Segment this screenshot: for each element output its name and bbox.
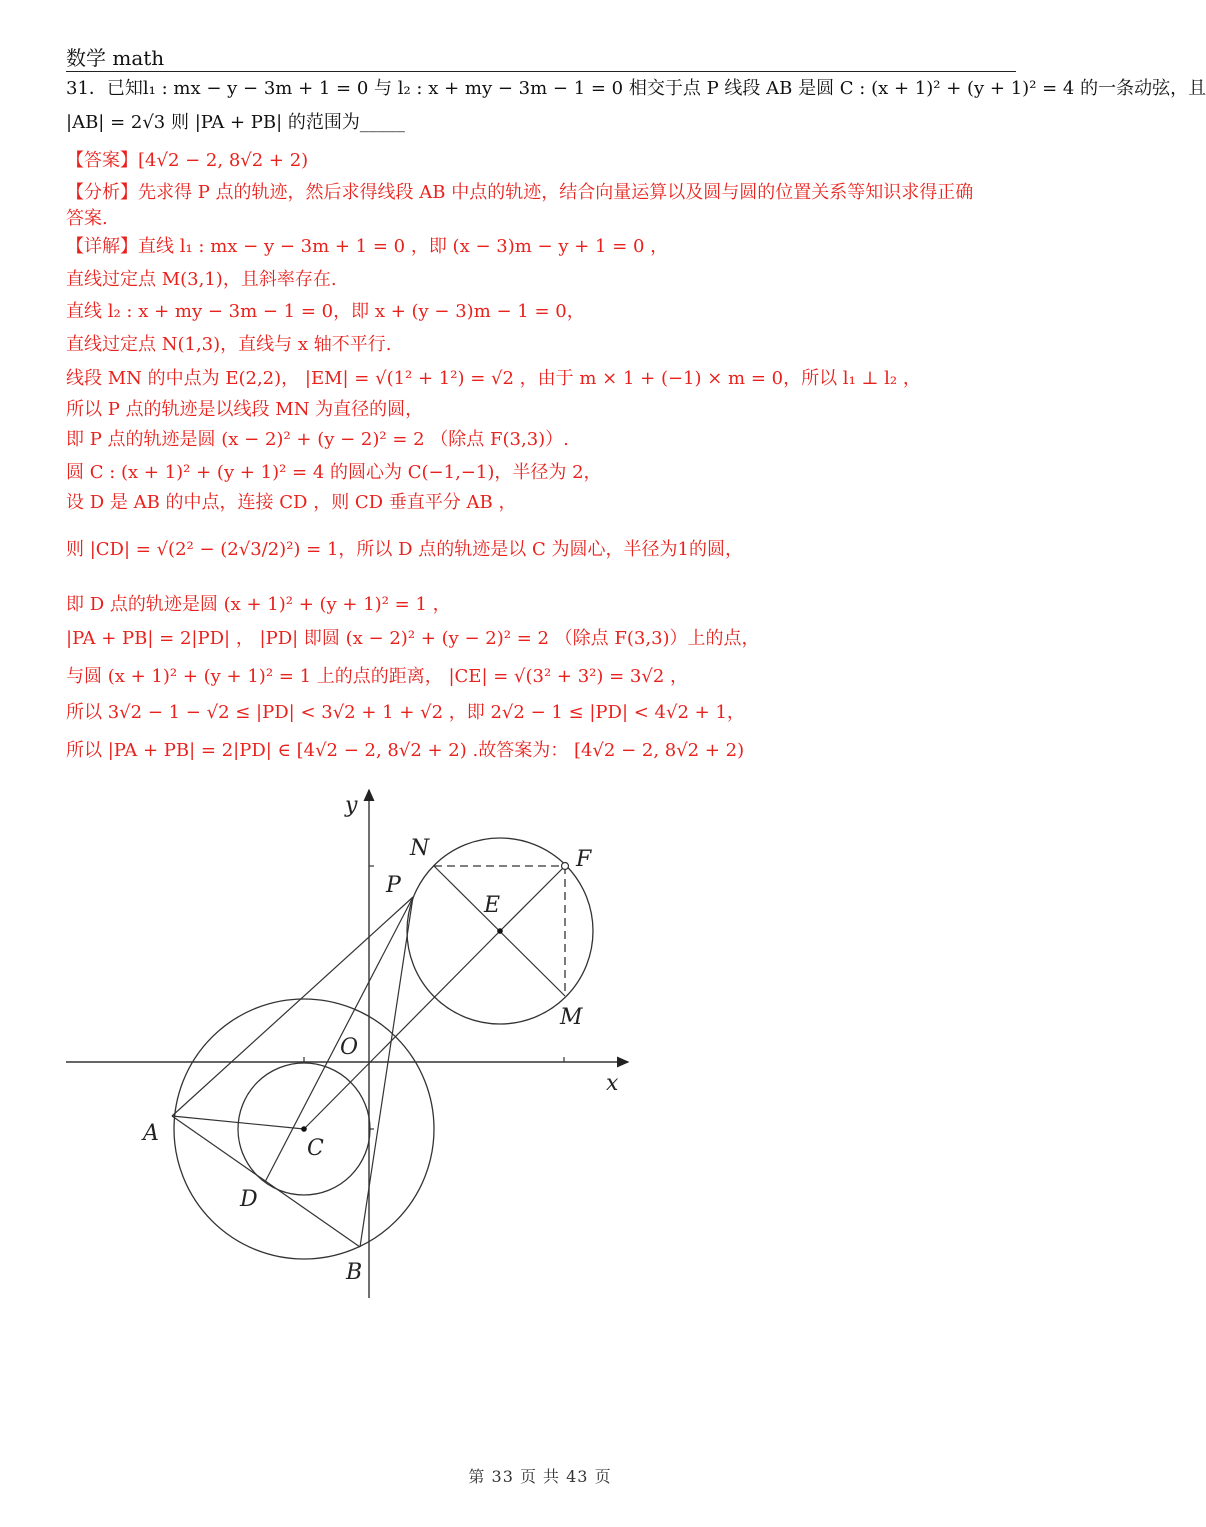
label-a: A <box>143 1121 159 1146</box>
solution-line: 即 P 点的轨迹是圆 (x − 2)² + (y − 2)² = 2 （除点 F(3,3)）. <box>66 429 569 450</box>
point-c <box>301 1126 307 1132</box>
segment-pa <box>172 897 413 1116</box>
page-footer: 第 33 页 共 43 页 <box>468 1467 612 1486</box>
solution-line: 与圆 (x + 1)² + (y + 1)² = 1 上的点的距离， |CE| = √(3² + 3²) = 3√2 ， <box>66 666 689 687</box>
segment-ce <box>304 931 500 1129</box>
label-c: C <box>307 1136 324 1161</box>
segment-pd <box>265 897 413 1182</box>
label-d: D <box>240 1187 258 1212</box>
label-m: M <box>560 1005 583 1030</box>
analysis-line-2: 答案. <box>66 208 108 229</box>
label-p: P <box>386 873 401 898</box>
label-b: B <box>346 1260 363 1285</box>
label-x: x <box>606 1071 619 1096</box>
problem-line-1: 31．已知l₁ : mx − y − 3m + 1 = 0 与 l₂ : x + my − 3m − 1 = 0 相交于点 P 线段 AB 是圆 C : (x + 1)² + (y + 1)² = 4 的一条动弦，且 <box>66 78 1206 99</box>
solution-line: 所以 3√2 − 1 − √2 ≤ |PD| < 3√2 + 1 + √2 ，即 2√2 − 1 ≤ |PD| < 4√2 + 1， <box>66 702 745 723</box>
detail-line: 【详解】直线 l₁ : mx − y − 3m + 1 = 0 ，即 (x − 3)m − y + 1 = 0 ， <box>66 236 669 257</box>
answer-line: 【答案】[4√2 − 2, 8√2 + 2) <box>66 150 309 171</box>
solution-line: 直线过定点 M(3,1)，且斜率存在. <box>66 269 337 290</box>
solution-line: 圆 C : (x + 1)² + (y + 1)² = 4 的圆心为 C(−1,−1)，半径为 2， <box>66 462 602 483</box>
segment-fe <box>500 866 565 931</box>
page-header <box>66 40 1016 72</box>
solution-line: 线段 MN 的中点为 E(2,2)， |EM| = √(1² + 1²) = √2 ，由于 m × 1 + (−1) × m = 0，所以 l₁ ⊥ l₂ ， <box>66 368 921 389</box>
segment-pb <box>360 897 413 1247</box>
label-f: F <box>576 847 592 872</box>
solution-line: |PA + PB| = 2|PD| ， |PD| 即圆 (x − 2)² + (y − 2)² = 2 （除点 F(3,3)）上的点， <box>66 628 760 649</box>
header-title: 数学 math <box>66 46 165 70</box>
label-e: E <box>484 893 501 918</box>
solution-line: 所以 P 点的轨迹是以线段 MN 为直径的圆， <box>66 399 424 420</box>
solution-line: 即 D 点的轨迹是圆 (x + 1)² + (y + 1)² = 1 ， <box>66 594 451 615</box>
geometry-figure <box>60 782 640 1302</box>
segment-ab <box>172 1116 360 1247</box>
point-e <box>497 928 503 934</box>
label-o: O <box>340 1035 359 1060</box>
label-y: y <box>345 793 358 818</box>
solution-line: 直线过定点 N(1,3)，直线与 x 轴不平行. <box>66 334 392 355</box>
label-n: N <box>410 836 430 861</box>
solution-line: 设 D 是 AB 的中点，连接 CD ，则 CD 垂直平分 AB ， <box>66 492 517 513</box>
point-f <box>562 863 569 870</box>
solution-line: 则 |CD| = √(2² − (2√3/2)²) = 1，所以 D 点的轨迹是以 C 为圆心，半径为1的圆， <box>66 539 743 560</box>
solution-line: 所以 |PA + PB| = 2|PD| ∈ [4√2 − 2, 8√2 + 2) .故答案为： [4√2 − 2, 8√2 + 2) <box>66 740 745 761</box>
problem-line-2: |AB| = 2√3 则 |PA + PB| 的范围为_____ <box>66 112 405 133</box>
analysis-line-1: 【分析】先求得 P 点的轨迹，然后求得线段 AB 中点的轨迹，结合向量运算以及圆与圆的位置关系等知识求得正确 <box>66 182 974 203</box>
solution-line: 直线 l₂ : x + my − 3m − 1 = 0，即 x + (y − 3)m − 1 = 0， <box>66 301 585 322</box>
